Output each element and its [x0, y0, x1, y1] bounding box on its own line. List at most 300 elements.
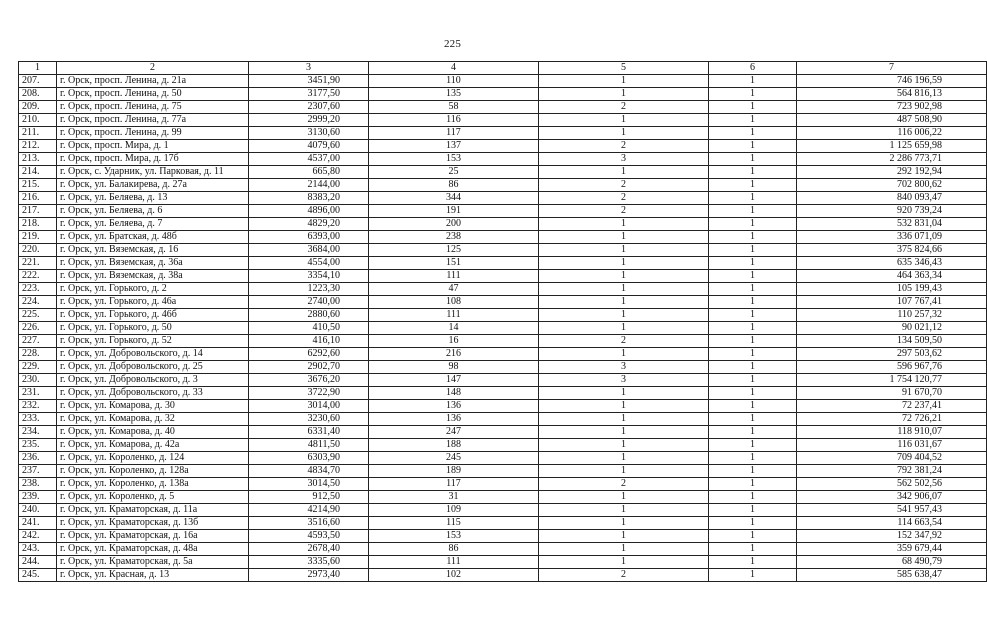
col4-cell: 86 [369, 179, 539, 192]
header-cell: 3 [249, 62, 369, 75]
col4-cell: 116 [369, 114, 539, 127]
table-row [19, 153, 987, 166]
header-cell: 7 [797, 62, 987, 75]
area-cell: 6303,90 [249, 452, 369, 465]
cost-cell: 1 754 120,77 [797, 374, 987, 387]
cost-cell: 2 286 773,71 [797, 153, 987, 166]
col5-cell: 1 [539, 127, 709, 140]
cost-cell: 292 192,94 [797, 166, 987, 179]
col6-cell: 1 [709, 88, 797, 101]
col6-cell: 1 [709, 413, 797, 426]
area-cell: 3722,90 [249, 387, 369, 400]
cost-cell: 105 199,43 [797, 283, 987, 296]
col5-cell: 1 [539, 491, 709, 504]
cost-cell: 68 490,79 [797, 556, 987, 569]
row-number: 244. [19, 556, 57, 569]
address-cell: г. Орск, ул. Добровольского, д. 3 [57, 374, 249, 387]
address-cell: г. Орск, просп. Ленина, д. 99 [57, 127, 249, 140]
address-cell: г. Орск, просп. Ленина, д. 75 [57, 101, 249, 114]
area-cell: 2740,00 [249, 296, 369, 309]
table-row [19, 361, 987, 374]
col6-cell: 1 [709, 218, 797, 231]
row-number: 229. [19, 361, 57, 374]
col4-cell: 14 [369, 322, 539, 335]
address-cell: г. Орск, ул. Добровольского, д. 33 [57, 387, 249, 400]
row-number: 245. [19, 569, 57, 582]
cost-cell: 746 196,59 [797, 75, 987, 88]
address-cell: г. Орск, ул. Добровольского, д. 14 [57, 348, 249, 361]
col6-cell: 1 [709, 101, 797, 114]
row-number: 225. [19, 309, 57, 322]
col6-cell: 1 [709, 556, 797, 569]
row-number: 221. [19, 257, 57, 270]
address-cell: г. Орск, ул. Беляева, д. 7 [57, 218, 249, 231]
area-cell: 3451,90 [249, 75, 369, 88]
row-number: 234. [19, 426, 57, 439]
col4-cell: 191 [369, 205, 539, 218]
row-number: 215. [19, 179, 57, 192]
address-cell: г. Орск, ул. Красная, д. 13 [57, 569, 249, 582]
table-row [19, 517, 987, 530]
cost-cell: 723 902,98 [797, 101, 987, 114]
col5-cell: 1 [539, 348, 709, 361]
area-cell: 4834,70 [249, 465, 369, 478]
table-row [19, 439, 987, 452]
col6-cell: 1 [709, 114, 797, 127]
col4-cell: 125 [369, 244, 539, 257]
table-row [19, 413, 987, 426]
address-cell: г. Орск, ул. Вяземская, д. 16 [57, 244, 249, 257]
cost-cell: 792 381,24 [797, 465, 987, 478]
area-cell: 4593,50 [249, 530, 369, 543]
row-number: 235. [19, 439, 57, 452]
row-number: 217. [19, 205, 57, 218]
address-cell: г. Орск, ул. Балакирева, д. 27а [57, 179, 249, 192]
address-cell: г. Орск, просп. Ленина, д. 21а [57, 75, 249, 88]
col6-cell: 1 [709, 127, 797, 140]
col5-cell: 1 [539, 218, 709, 231]
col4-cell: 238 [369, 231, 539, 244]
table-row [19, 296, 987, 309]
address-cell: г. Орск, просп. Мира, д. 1 [57, 140, 249, 153]
row-number: 227. [19, 335, 57, 348]
col5-cell: 1 [539, 543, 709, 556]
row-number: 226. [19, 322, 57, 335]
col6-cell: 1 [709, 491, 797, 504]
cost-cell: 297 503,62 [797, 348, 987, 361]
col5-cell: 1 [539, 88, 709, 101]
col6-cell: 1 [709, 192, 797, 205]
address-cell: г. Орск, ул. Комарова, д. 30 [57, 400, 249, 413]
cost-cell: 635 346,43 [797, 257, 987, 270]
col4-cell: 47 [369, 283, 539, 296]
cost-cell: 541 957,43 [797, 504, 987, 517]
row-number: 214. [19, 166, 57, 179]
col4-cell: 216 [369, 348, 539, 361]
cost-cell: 90 021,12 [797, 322, 987, 335]
area-cell: 6393,00 [249, 231, 369, 244]
table-row [19, 465, 987, 478]
cost-cell: 840 093,47 [797, 192, 987, 205]
col6-cell: 1 [709, 361, 797, 374]
col4-cell: 200 [369, 218, 539, 231]
col4-cell: 136 [369, 400, 539, 413]
area-cell: 2973,40 [249, 569, 369, 582]
col4-cell: 102 [369, 569, 539, 582]
address-cell: г. Орск, ул. Горького, д. 46а [57, 296, 249, 309]
col5-cell: 1 [539, 439, 709, 452]
row-number: 240. [19, 504, 57, 517]
table-row [19, 140, 987, 153]
col5-cell: 1 [539, 257, 709, 270]
col6-cell: 1 [709, 452, 797, 465]
cost-cell: 464 363,34 [797, 270, 987, 283]
col4-cell: 153 [369, 153, 539, 166]
col4-cell: 117 [369, 127, 539, 140]
col6-cell: 1 [709, 400, 797, 413]
col4-cell: 111 [369, 309, 539, 322]
col6-cell: 1 [709, 153, 797, 166]
col5-cell: 1 [539, 452, 709, 465]
col6-cell: 1 [709, 75, 797, 88]
header-cell: 1 [19, 62, 57, 75]
col4-cell: 188 [369, 439, 539, 452]
col5-cell: 2 [539, 192, 709, 205]
col5-cell: 1 [539, 166, 709, 179]
col6-cell: 1 [709, 244, 797, 257]
col5-cell: 2 [539, 101, 709, 114]
col4-cell: 344 [369, 192, 539, 205]
row-number: 242. [19, 530, 57, 543]
col5-cell: 1 [539, 283, 709, 296]
header-cell: 6 [709, 62, 797, 75]
table-row [19, 127, 987, 140]
row-number: 236. [19, 452, 57, 465]
page-number: 225 [443, 38, 462, 50]
col5-cell: 1 [539, 413, 709, 426]
address-cell: г. Орск, ул. Комарова, д. 32 [57, 413, 249, 426]
col6-cell: 1 [709, 283, 797, 296]
address-cell: г. Орск, просп. Ленина, д. 50 [57, 88, 249, 101]
row-number: 224. [19, 296, 57, 309]
table-row [19, 374, 987, 387]
table-row [19, 335, 987, 348]
cost-cell: 116 031,67 [797, 439, 987, 452]
area-cell: 416,10 [249, 335, 369, 348]
col5-cell: 2 [539, 205, 709, 218]
col4-cell: 111 [369, 556, 539, 569]
table-row [19, 179, 987, 192]
table-row [19, 491, 987, 504]
cost-cell: 114 663,54 [797, 517, 987, 530]
table-row [19, 244, 987, 257]
cost-cell: 336 071,09 [797, 231, 987, 244]
address-cell: г. Орск, ул. Короленко, д. 5 [57, 491, 249, 504]
address-cell: г. Орск, ул. Беляева, д. 6 [57, 205, 249, 218]
col4-cell: 31 [369, 491, 539, 504]
header-cell: 4 [369, 62, 539, 75]
area-cell: 6292,60 [249, 348, 369, 361]
cost-cell: 920 739,24 [797, 205, 987, 218]
area-cell: 2678,40 [249, 543, 369, 556]
col6-cell: 1 [709, 257, 797, 270]
row-number: 211. [19, 127, 57, 140]
row-number: 237. [19, 465, 57, 478]
address-cell: г. Орск, ул. Короленко, д. 128а [57, 465, 249, 478]
col5-cell: 1 [539, 244, 709, 257]
col5-cell: 1 [539, 426, 709, 439]
cost-cell: 487 508,90 [797, 114, 987, 127]
col5-cell: 2 [539, 140, 709, 153]
col5-cell: 1 [539, 556, 709, 569]
col5-cell: 1 [539, 530, 709, 543]
row-number: 238. [19, 478, 57, 491]
table-row [19, 166, 987, 179]
col6-cell: 1 [709, 270, 797, 283]
area-cell: 3516,60 [249, 517, 369, 530]
col4-cell: 109 [369, 504, 539, 517]
col5-cell: 1 [539, 309, 709, 322]
address-cell: г. Орск, ул. Краматорская, д. 11а [57, 504, 249, 517]
col4-cell: 58 [369, 101, 539, 114]
col5-cell: 1 [539, 322, 709, 335]
col4-cell: 115 [369, 517, 539, 530]
address-cell: г. Орск, ул. Беляева, д. 13 [57, 192, 249, 205]
col4-cell: 137 [369, 140, 539, 153]
data-table [18, 61, 987, 582]
col4-cell: 111 [369, 270, 539, 283]
address-cell: г. Орск, ул. Горького, д. 2 [57, 283, 249, 296]
address-cell: г. Орск, ул. Краматорская, д. 48а [57, 543, 249, 556]
col4-cell: 108 [369, 296, 539, 309]
col6-cell: 1 [709, 166, 797, 179]
col5-cell: 2 [539, 478, 709, 491]
cost-cell: 596 967,76 [797, 361, 987, 374]
row-number: 241. [19, 517, 57, 530]
col4-cell: 98 [369, 361, 539, 374]
col5-cell: 1 [539, 400, 709, 413]
col5-cell: 1 [539, 517, 709, 530]
row-number: 216. [19, 192, 57, 205]
table-row [19, 452, 987, 465]
area-cell: 665,80 [249, 166, 369, 179]
cost-cell: 91 670,70 [797, 387, 987, 400]
area-cell: 2999,20 [249, 114, 369, 127]
area-cell: 4079,60 [249, 140, 369, 153]
col4-cell: 16 [369, 335, 539, 348]
col6-cell: 1 [709, 374, 797, 387]
cost-cell: 702 800,62 [797, 179, 987, 192]
row-number: 230. [19, 374, 57, 387]
col6-cell: 1 [709, 504, 797, 517]
col6-cell: 1 [709, 465, 797, 478]
table-row [19, 309, 987, 322]
area-cell: 4811,50 [249, 439, 369, 452]
area-cell: 3354,10 [249, 270, 369, 283]
address-cell: г. Орск, ул. Горького, д. 52 [57, 335, 249, 348]
col6-cell: 1 [709, 309, 797, 322]
table-row [19, 218, 987, 231]
table-row [19, 257, 987, 270]
area-cell: 3177,50 [249, 88, 369, 101]
area-cell: 8383,20 [249, 192, 369, 205]
cost-cell: 532 831,04 [797, 218, 987, 231]
col6-cell: 1 [709, 543, 797, 556]
address-cell: г. Орск, ул. Вяземская, д. 38а [57, 270, 249, 283]
area-cell: 4829,20 [249, 218, 369, 231]
cost-cell: 110 257,32 [797, 309, 987, 322]
col6-cell: 1 [709, 231, 797, 244]
row-number: 210. [19, 114, 57, 127]
col4-cell: 136 [369, 413, 539, 426]
cost-cell: 585 638,47 [797, 569, 987, 582]
col6-cell: 1 [709, 569, 797, 582]
col6-cell: 1 [709, 140, 797, 153]
col4-cell: 135 [369, 88, 539, 101]
col4-cell: 117 [369, 478, 539, 491]
area-cell: 3014,50 [249, 478, 369, 491]
col4-cell: 86 [369, 543, 539, 556]
area-cell: 3230,60 [249, 413, 369, 426]
area-cell: 3130,60 [249, 127, 369, 140]
table-row [19, 231, 987, 244]
table-row [19, 283, 987, 296]
area-cell: 1223,30 [249, 283, 369, 296]
col5-cell: 1 [539, 504, 709, 517]
cost-cell: 709 404,52 [797, 452, 987, 465]
area-cell: 2144,00 [249, 179, 369, 192]
cost-cell: 134 509,50 [797, 335, 987, 348]
address-cell: г. Орск, ул. Короленко, д. 138а [57, 478, 249, 491]
col5-cell: 3 [539, 374, 709, 387]
row-number: 218. [19, 218, 57, 231]
table-row [19, 556, 987, 569]
row-number: 219. [19, 231, 57, 244]
row-number: 233. [19, 413, 57, 426]
address-cell: г. Орск, ул. Братская, д. 48б [57, 231, 249, 244]
area-cell: 2307,60 [249, 101, 369, 114]
address-cell: г. Орск, просп. Ленина, д. 77а [57, 114, 249, 127]
table-row [19, 192, 987, 205]
area-cell: 4537,00 [249, 153, 369, 166]
table-row [19, 348, 987, 361]
table-row [19, 75, 987, 88]
area-cell: 3684,00 [249, 244, 369, 257]
col5-cell: 2 [539, 569, 709, 582]
address-cell: г. Орск, ул. Краматорская, д. 13б [57, 517, 249, 530]
col6-cell: 1 [709, 426, 797, 439]
table-row [19, 504, 987, 517]
table-row [19, 569, 987, 582]
address-cell: г. Орск, ул. Комарова, д. 40 [57, 426, 249, 439]
col6-cell: 1 [709, 478, 797, 491]
address-cell: г. Орск, ул. Горького, д. 46б [57, 309, 249, 322]
area-cell: 4896,00 [249, 205, 369, 218]
cost-cell: 375 824,66 [797, 244, 987, 257]
area-cell: 3335,60 [249, 556, 369, 569]
col6-cell: 1 [709, 296, 797, 309]
address-cell: г. Орск, ул. Короленко, д. 124 [57, 452, 249, 465]
col6-cell: 1 [709, 348, 797, 361]
cost-cell: 116 006,22 [797, 127, 987, 140]
col5-cell: 1 [539, 231, 709, 244]
table-row [19, 322, 987, 335]
table-row [19, 270, 987, 283]
address-cell: г. Орск, просп. Мира, д. 17б [57, 153, 249, 166]
table-row [19, 400, 987, 413]
table-row [19, 530, 987, 543]
col5-cell: 1 [539, 465, 709, 478]
col4-cell: 245 [369, 452, 539, 465]
area-cell: 6331,40 [249, 426, 369, 439]
area-cell: 4554,00 [249, 257, 369, 270]
address-cell: г. Орск, ул. Добровольского, д. 25 [57, 361, 249, 374]
col5-cell: 1 [539, 387, 709, 400]
row-number: 220. [19, 244, 57, 257]
col5-cell: 2 [539, 179, 709, 192]
area-cell: 912,50 [249, 491, 369, 504]
header-cell: 2 [57, 62, 249, 75]
col4-cell: 110 [369, 75, 539, 88]
col4-cell: 147 [369, 374, 539, 387]
col4-cell: 153 [369, 530, 539, 543]
col4-cell: 189 [369, 465, 539, 478]
cost-cell: 562 502,56 [797, 478, 987, 491]
col5-cell: 1 [539, 270, 709, 283]
cost-cell: 107 767,41 [797, 296, 987, 309]
col6-cell: 1 [709, 179, 797, 192]
col6-cell: 1 [709, 322, 797, 335]
header-cell: 5 [539, 62, 709, 75]
col5-cell: 1 [539, 75, 709, 88]
area-cell: 3676,20 [249, 374, 369, 387]
col6-cell: 1 [709, 387, 797, 400]
col5-cell: 1 [539, 296, 709, 309]
cost-cell: 564 816,13 [797, 88, 987, 101]
address-cell: г. Орск, с. Ударник, ул. Парковая, д. 11 [57, 166, 249, 179]
row-number: 232. [19, 400, 57, 413]
row-number: 223. [19, 283, 57, 296]
col5-cell: 2 [539, 335, 709, 348]
row-number: 207. [19, 75, 57, 88]
cost-cell: 72 237,41 [797, 400, 987, 413]
col5-cell: 3 [539, 361, 709, 374]
address-cell: г. Орск, ул. Горького, д. 50 [57, 322, 249, 335]
address-cell: г. Орск, ул. Вяземская, д. 36а [57, 257, 249, 270]
area-cell: 4214,90 [249, 504, 369, 517]
col5-cell: 3 [539, 153, 709, 166]
row-number: 243. [19, 543, 57, 556]
row-number: 209. [19, 101, 57, 114]
table-row [19, 114, 987, 127]
table-body [19, 75, 987, 582]
cost-cell: 342 906,07 [797, 491, 987, 504]
table-row [19, 101, 987, 114]
row-number: 222. [19, 270, 57, 283]
table-row [19, 205, 987, 218]
col4-cell: 25 [369, 166, 539, 179]
row-number: 213. [19, 153, 57, 166]
table-row [19, 387, 987, 400]
address-cell: г. Орск, ул. Комарова, д. 42а [57, 439, 249, 452]
area-cell: 2880,60 [249, 309, 369, 322]
col6-cell: 1 [709, 205, 797, 218]
col4-cell: 151 [369, 257, 539, 270]
area-cell: 410,50 [249, 322, 369, 335]
table-row [19, 543, 987, 556]
row-number: 212. [19, 140, 57, 153]
cost-cell: 118 910,07 [797, 426, 987, 439]
